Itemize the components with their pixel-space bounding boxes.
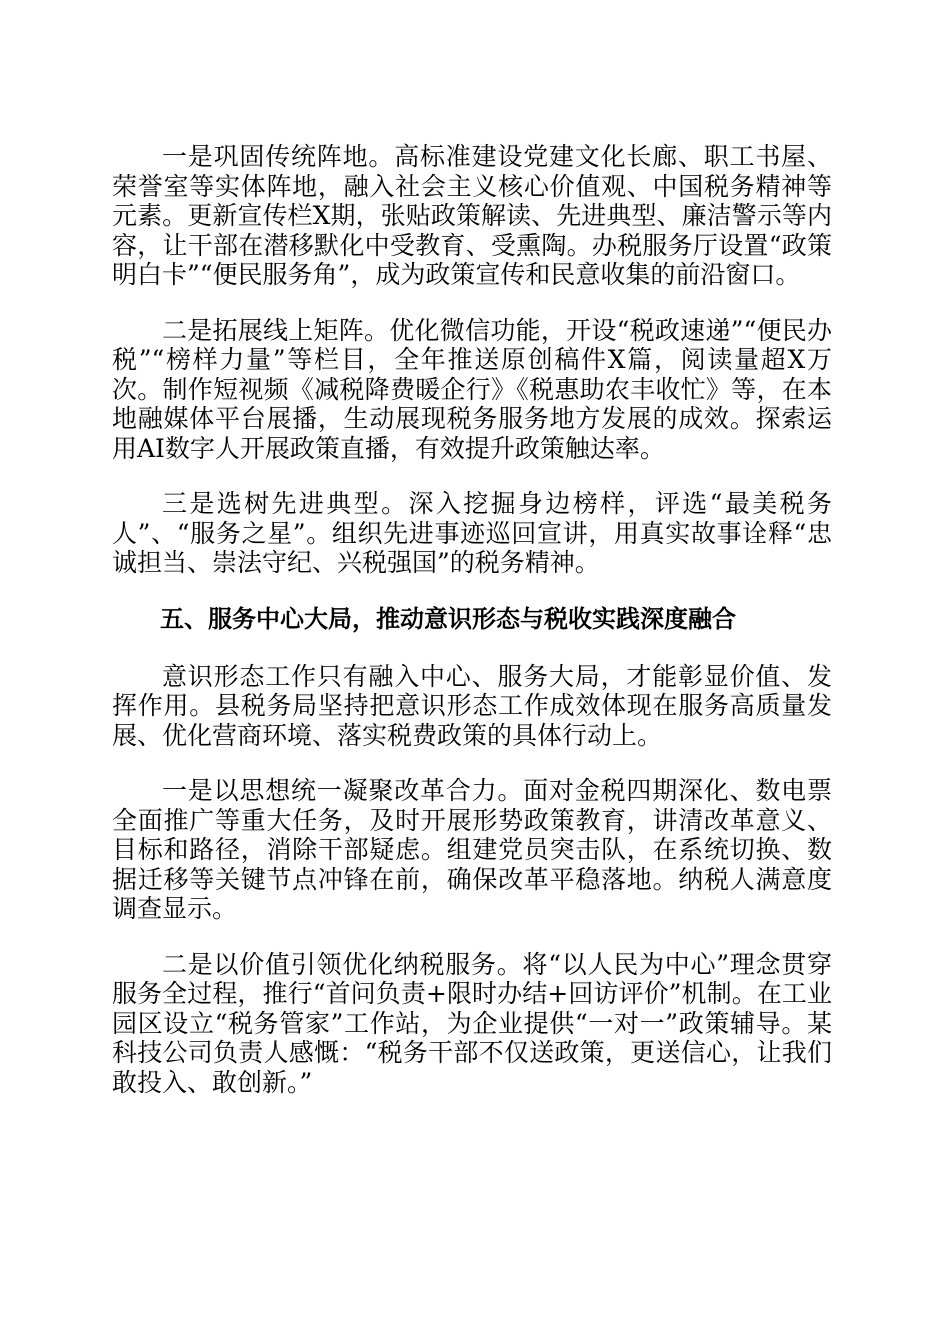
section-heading: 五、服务中心大局，推动意识形态与税收实践深度融合 [160,604,736,633]
paragraph-tax-service: 二是以价值引领优化纳税服务。将“以人民为中心”理念贯穿服务全过程，推行“首问负责+限时办结+回访评价”机制。在工业园区设立“税务管家”工作站，为企业提供“一对一”政策辅导。某科技公司负责人感慨：“税务干部不仅送政策，更送信心，让我们敢投入、敢创新。” [112,949,832,1097]
paragraph-section-intro: 意识形态工作只有融入中心、服务大局，才能彰显价值、发挥作用。县税务局坚持把意识形态工作成效体现在服务高质量发展、优化营商环境、落实税费政策的具体行动上。 [112,661,832,750]
paragraph-consolidate-traditional-positions: 一是巩固传统阵地。高标准建设党建文化长廊、职工书屋、荣誉室等实体阵地，融入社会主义核心价值观、中国税务精神等元素。更新宣传栏X期，张贴政策解读、先进典型、廉洁警示等内容，让干部在潜移默化中受教育、受熏陶。办税服务厅设置“政策明白卡”“便民服务角”，成为政策宣传和民意收集的前沿窗口。 [112,142,832,289]
paragraph-select-advanced-models: 三是选树先进典型。深入挖掘身边榜样，评选“最美税务人”、“服务之星”。组织先进事迹巡回宣讲，用真实故事诠释“忠诚担当、崇法守纪、兴税强国”的税务精神。 [112,489,832,577]
paragraph-reform-synergy: 一是以思想统一凝聚改革合力。面对金税四期深化、数电票全面推广等重大任务，及时开展形势政策教育，讲清改革意义、目标和路径，消除干部疑虑。组建党员突击队，在系统切换、数据迁移等关键节点冲锋在前，确保改革平稳落地。纳税人满意度调查显示。 [112,776,832,923]
document-page [112,142,832,1123]
paragraph-expand-online-matrix: 二是拓展线上矩阵。优化微信功能，开设“税政速递”“便民办税”“榜样力量”等栏目，全年推送原创稿件X篇，阅读量超X万次。制作短视频《减税降费暖企行》《税惠助农丰收忙》等，在本地融媒体平台展播，生动展现税务服务地方发展的成效。探索运用AI数字人开展政策直播，有效提升政策触达率。 [112,315,832,463]
